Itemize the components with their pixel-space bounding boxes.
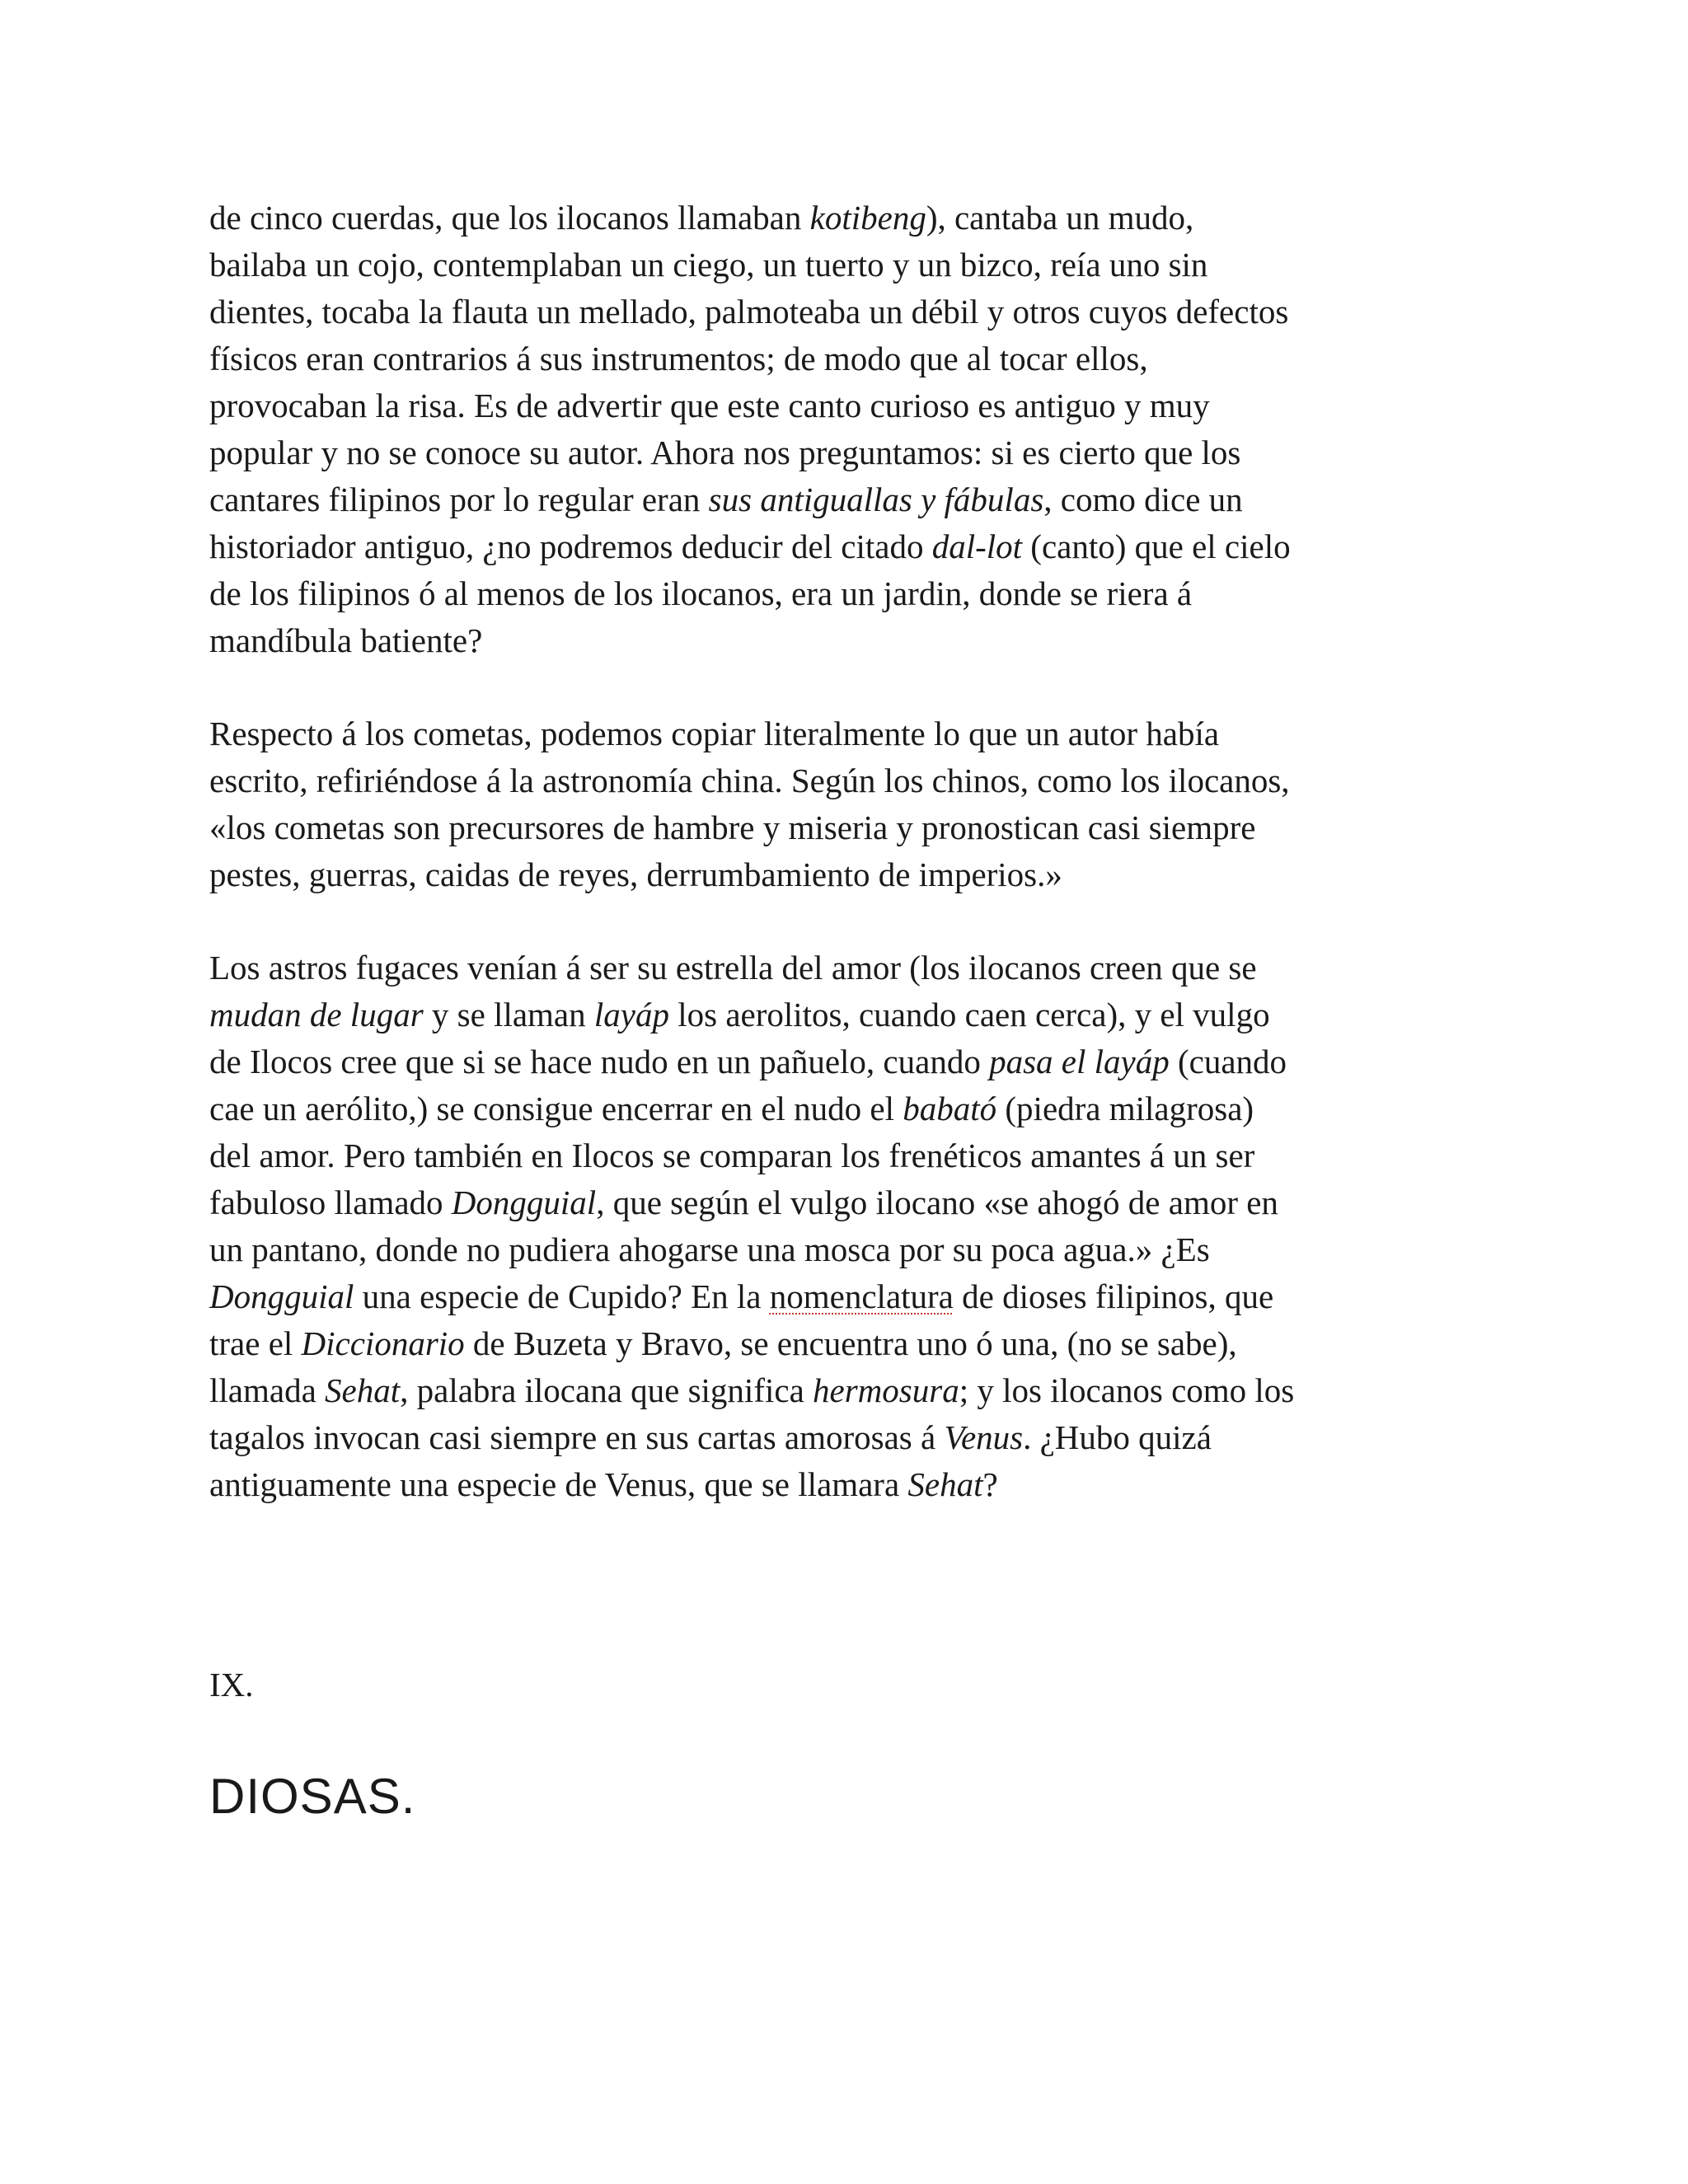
chapter-number: IX. (209, 1666, 254, 1704)
chapter-title: DIOSAS. (209, 1769, 416, 1824)
text-line: llamada Sehat, palabra ilocana que significa hermosura; y los ilocanos como los (209, 1371, 1295, 1409)
text-line: antiguamente una especie de Venus, que se llamara Sehat? (209, 1465, 998, 1503)
text-line: Dongguial una especie de Cupido? En la nomenclatura de dioses filipinos, que (209, 1277, 1274, 1315)
paragraph (209, 194, 1495, 664)
text-line: mandíbula batiente? (209, 621, 483, 659)
italic-term: Dongguial (209, 1277, 354, 1315)
italic-term: Sehat (907, 1465, 983, 1503)
text-line: de Ilocos cree que si se hace nudo en un pañuelo, cuando pasa el layáp (cuando (209, 1043, 1287, 1080)
text-line: de cinco cuerdas, que los ilocanos llamaban kotibeng), cantaba un mudo, (209, 199, 1194, 237)
text-line: popular y no se conoce su autor. Ahora nos preguntamos: si es cierto que los (209, 434, 1241, 471)
italic-term: Sehat (325, 1371, 401, 1409)
italic-term: mudan de lugar (209, 996, 424, 1033)
text-line: cae un aerólito,) se consigue encerrar en el nudo el babató (piedra milagrosa) (209, 1090, 1254, 1127)
text-line: «los cometas son precursores de hambre y miseria y pronostican casi siempre (209, 808, 1256, 846)
italic-term: hermosura (813, 1371, 959, 1409)
italic-term: dal-lot (931, 527, 1023, 565)
text-line: dientes, tocaba la flauta un mellado, palmoteaba un débil y otros cuyos defectos (209, 293, 1289, 330)
italic-term: babató (903, 1090, 997, 1127)
text-line: mudan de lugar y se llaman layáp los aerolitos, cuando caen cerca), y el vulgo (209, 996, 1270, 1033)
italic-term: pasa el layáp (989, 1043, 1170, 1080)
italic-term: sus antiguallas y fábulas (708, 480, 1044, 518)
italic-term: Diccionario (301, 1324, 465, 1362)
text-line: Los astros fugaces venían á ser su estrella del amor (los ilocanos creen que se (209, 949, 1257, 987)
text-line: tagalos invocan casi siempre en sus cartas amorosas á Venus. ¿Hubo quizá (209, 1418, 1212, 1456)
spellcheck-flagged-word[interactable]: nomenclatura (769, 1277, 954, 1315)
text-line: escrito, refiriéndose á la astronomía china. Según los chinos, como los ilocanos, (209, 762, 1290, 799)
paragraph (209, 710, 1495, 898)
text-line: bailaba un cojo, contemplaban un ciego, un tuerto y un bizco, reía uno sin (209, 246, 1208, 284)
italic-term: kotibeng (809, 199, 926, 237)
text-line: trae el Diccionario de Buzeta y Bravo, se encuentra uno ó una, (no se sabe), (209, 1324, 1237, 1362)
italic-term: Venus (944, 1418, 1024, 1456)
paragraph (209, 944, 1495, 1508)
text-line: cantares filipinos por lo regular eran sus antiguallas y fábulas, como dice un (209, 480, 1243, 518)
text-line: fabuloso llamado Dongguial, que según el vulgo ilocano «se ahogó de amor en (209, 1183, 1278, 1221)
text-line: un pantano, donde no pudiera ahogarse una mosca por su poca agua.» ¿Es (209, 1230, 1210, 1268)
text-line: provocaban la risa. Es de advertir que este canto curioso es antiguo y muy (209, 387, 1210, 424)
text-line: de los filipinos ó al menos de los ilocanos, era un jardin, donde se riera á (209, 574, 1193, 612)
italic-term: layáp (593, 996, 669, 1033)
document-body (209, 194, 1495, 1554)
italic-term: Dongguial (451, 1183, 597, 1221)
text-line: pestes, guerras, caidas de reyes, derrumbamiento de imperios.» (209, 855, 1062, 893)
text-line: Respecto á los cometas, podemos copiar literalmente lo que un autor había (209, 715, 1220, 752)
text-line: físicos eran contrarios á sus instrumentos; de modo que al tocar ellos, (209, 340, 1148, 377)
text-line: del amor. Pero también en Ilocos se comparan los frenéticos amantes á un ser (209, 1137, 1255, 1174)
text-line: historiador antiguo, ¿no podremos deducir del citado dal-lot (canto) que el cielo (209, 527, 1291, 565)
